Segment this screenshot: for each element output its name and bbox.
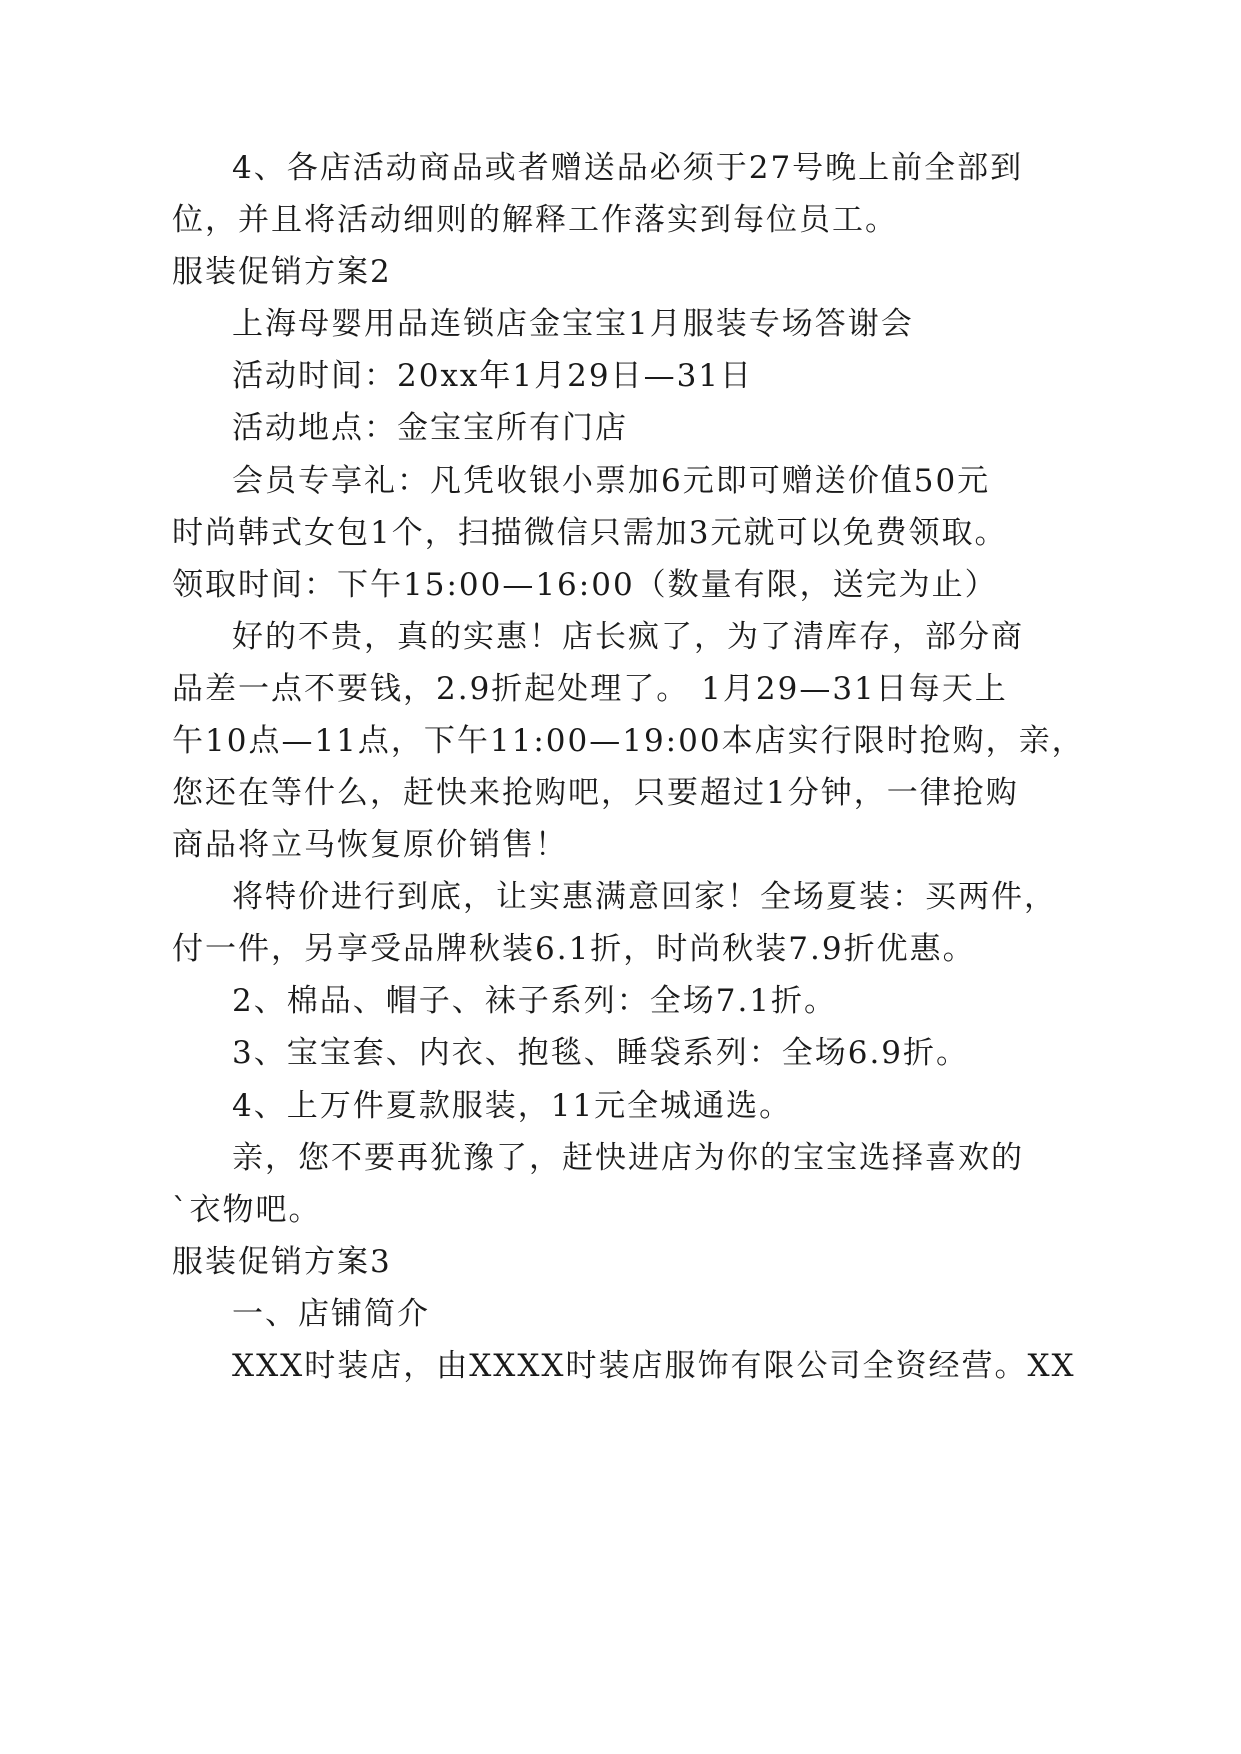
paragraph-line: 您还在等什么，赶快来抢购吧，只要超过1分钟，一律抢购 [172, 775, 1019, 811]
paragraph-line: 4、上万件夏款服装，11元全城通选。 [232, 1088, 793, 1124]
paragraph-line: 好的不贵，真的实惠！店长疯了，为了清库存，部分商 [232, 619, 1024, 655]
paragraph-line: 会员专享礼：凡凭收银小票加6元即可赠送价值50元 [232, 463, 991, 499]
paragraph-line: 商品将立马恢复原价销售！ [172, 827, 568, 863]
paragraph-line: 上海母婴用品连锁店金宝宝1月服装专场答谢会 [232, 306, 914, 342]
paragraph-line: 3、宝宝套、内衣、抱毯、睡袋系列：全场6.9折。 [232, 1035, 970, 1071]
paragraph-line: 付一件，另享受品牌秋装6.1折，时尚秋装7.9折优惠。 [172, 931, 976, 967]
paragraph-line: 亲，您不要再犹豫了，赶快进店为你的宝宝选择喜欢的 [232, 1140, 1024, 1176]
section-heading: 服装促销方案2 [172, 254, 392, 290]
paragraph-line: 4、各店活动商品或者赠送品必须于27号晚上前全部到 [232, 150, 1024, 186]
paragraph-line: 位，并且将活动细则的解释工作落实到每位员工。 [172, 202, 898, 238]
section-heading: 服装促销方案3 [172, 1244, 392, 1280]
paragraph-line: 将特价进行到底，让实惠满意回家！全场夏装：买两件， [232, 879, 1057, 915]
paragraph-line: 时尚韩式女包1个，扫描微信只需加3元就可以免费领取。 [172, 515, 1008, 551]
paragraph-line: 2、棉品、帽子、袜子系列：全场7.1折。 [232, 983, 838, 1019]
paragraph-line: 领取时间：下午15:00—16:00（数量有限，送完为止） [172, 567, 998, 603]
paragraph-line: 活动地点：金宝宝所有门店 [232, 410, 628, 446]
paragraph-line: XXX时装店，由XXXX时装店服饰有限公司全资经营。XX [232, 1348, 1076, 1384]
paragraph-line: 午10点—11点，下午11:00—19:00本店实行限时抢购，亲， [172, 723, 1085, 759]
paragraph-line: `衣物吧。 [172, 1192, 322, 1228]
paragraph-line: 活动时间：20xx年1月29日—31日 [232, 358, 754, 394]
paragraph-line: 一、店铺简介 [232, 1296, 430, 1332]
paragraph-line: 品差一点不要钱，2.9折起处理了。 1月29—31日每天上 [172, 671, 1008, 707]
